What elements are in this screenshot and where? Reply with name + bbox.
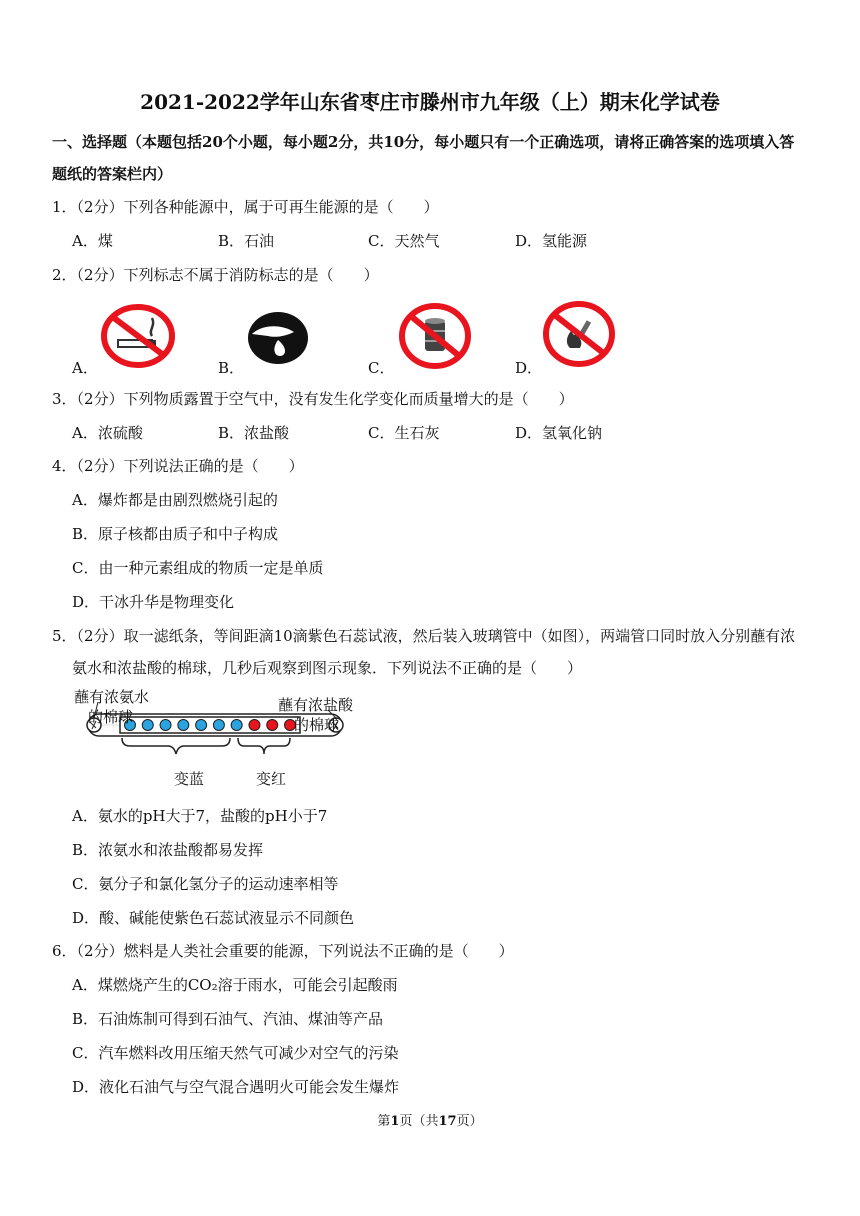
q4-option-a: A．爆炸都是由剧烈燃烧引起的 [72,491,278,509]
section-heading-line2: 题纸的答案栏内） [52,165,173,183]
q6-option-c: C．汽车燃料改用压缩天然气可减少对空气的污染 [72,1044,399,1062]
blue-litmus-dot [196,720,207,731]
page-footer [0,1110,860,1129]
question-6-stem: 6．（2分）燃料是人类社会重要的能源，下列说法不正确的是（ ） [52,942,514,960]
no-fire-sign-icon [542,300,616,368]
q6-option-a: A．煤燃烧产生的CO₂溶于雨水，可能会引起酸雨 [72,976,398,994]
blue-litmus-dot [213,720,224,731]
q5-option-c: C．氨分子和氯化氢分子的运动速率相等 [72,875,339,893]
blue-change-label: 变蓝 [174,770,205,788]
right-label-line1: 蘸有浓盐酸 [278,696,354,714]
q2-option-d: D． [515,359,543,377]
question-5-stem-line2: 氨水和浓盐酸的棉球，几秒后观察到图示现象．下列说法不正确的是（ ） [72,659,583,677]
litmus-tube-figure [70,688,360,788]
blue-litmus-dot [178,720,189,731]
q6-option-b: B．石油炼制可得到石油气、汽油、煤油等产品 [72,1010,384,1028]
q3-option-c: C．生石灰 [368,424,440,442]
q2-option-b: B． [218,359,245,377]
question-2-stem: 2．（2分）下列标志不属于消防标志的是（ ） [52,266,379,284]
q5-option-d: D．酸、碱能使紫色石蕊试液显示不同颜色 [72,909,355,927]
no-smoking-sign-icon [100,304,176,368]
red-change-label: 变红 [256,770,287,788]
q5-option-b: B．浓氨水和浓盐酸都易发挥 [72,841,264,859]
q3-option-d: D．氢氧化钠 [515,424,603,442]
q2-option-c: C． [368,359,395,377]
question-1-stem: 1．（2分）下列各种能源中，属于可再生能源的是（ ） [52,198,439,216]
q4-option-c: C．由一种元素组成的物质一定是单质 [72,559,324,577]
q4-option-b: B．原子核都由质子和中子构成 [72,525,279,543]
q1-option-a: A．煤 [72,232,113,250]
no-oil-drum-sign-icon [398,303,472,369]
q6-option-d: D．液化石油气与空气混合遇明火可能会发生爆炸 [72,1078,400,1096]
blue-litmus-dot [142,720,153,731]
right-label-line2: 的棉球 [294,716,340,734]
blue-litmus-dot [160,720,171,731]
exam-title: 2021-2022学年山东省枣庄市滕州市九年级（上）期末化学试卷 [140,90,720,114]
q1-option-b: B．石油 [218,232,275,250]
footer-page-number: 1 [390,1114,400,1129]
footer-total-pages: 17 [438,1114,457,1129]
red-litmus-dot [267,720,278,731]
red-litmus-dot [249,720,260,731]
q1-option-c: C．天然气 [368,232,440,250]
q5-option-a: A．氨水的pH大于7，盐酸的pH小于7 [72,807,328,825]
left-label-line1: 蘸有浓氨水 [74,688,150,706]
left-label-line2: 的棉球 [88,708,134,726]
blue-litmus-dot [231,720,242,731]
footer-prefix: 第 [377,1114,391,1129]
water-saving-sign-icon [246,310,310,366]
footer-mid: 页（共 [399,1114,439,1129]
question-3-stem: 3．（2分）下列物质露置于空气中，没有发生化学变化而质量增大的是（ ） [52,390,574,408]
section-heading-line1: 一、选择题（本题包括20个小题，每小题2分，共10分，每小题只有一个正确选项，请将正确答案的选项填入答 [52,133,795,151]
footer-suffix: 页） [456,1114,483,1129]
question-5-stem-line1: 5．（2分）取一滤纸条，等间距滴10滴紫色石蕊试液，然后装入玻璃管中（如图），两端管口同时放入分别蘸有浓 [52,627,796,645]
red-brace [238,738,290,754]
q4-option-d: D．干冰升华是物理变化 [72,593,235,611]
blue-brace [122,738,230,754]
q1-option-d: D．氢能源 [515,232,588,250]
q2-option-a: A． [72,359,98,377]
question-4-stem: 4．（2分）下列说法正确的是（ ） [52,457,304,475]
q3-option-b: B．浓盐酸 [218,424,290,442]
q3-option-a: A．浓硫酸 [72,424,143,442]
